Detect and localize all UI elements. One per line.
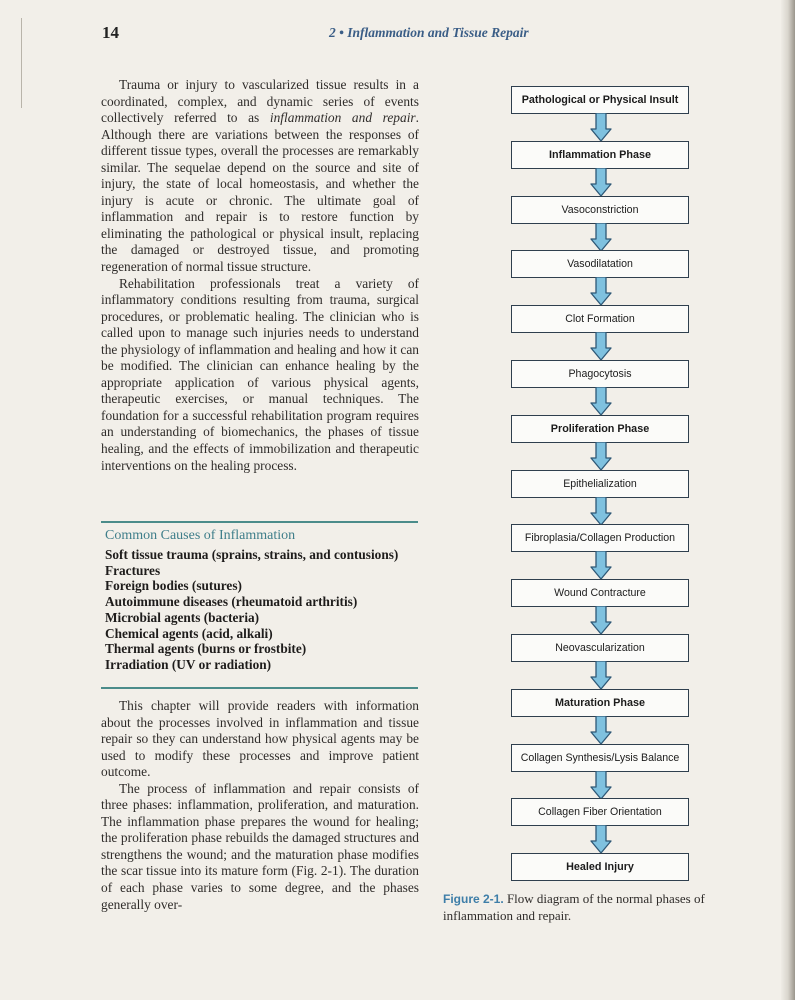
margin-mark <box>21 18 22 108</box>
causes-box <box>101 521 418 689</box>
list-item: Irradiation (UV or radiation) <box>105 656 272 672</box>
flow-step-8 <box>511 470 689 498</box>
down-arrow-icon <box>590 606 612 636</box>
list-item: Thermal agents (burns or frostbite) <box>105 641 307 657</box>
flow-step-7 <box>511 415 689 443</box>
flow-step-10 <box>511 579 689 607</box>
flow-step-6 <box>511 360 689 388</box>
closing-paragraph-1: This chapter will provide readers with information about the processes involved in inflammation and tissue repair so they can understand how physical agents may be used to modify these processes and improve patient outcome. <box>101 698 419 780</box>
flow-step-label: Vasoconstriction <box>561 203 639 216</box>
flow-step-label: Vasodilatation <box>567 258 633 271</box>
down-arrow-icon <box>590 661 612 691</box>
list-item: Foreign bodies (sutures) <box>105 578 242 594</box>
flow-step-label: Epithelialization <box>563 477 637 490</box>
flow-step-label: Inflammation Phase <box>549 148 651 161</box>
down-arrow-icon <box>590 387 612 417</box>
box-top-rule <box>101 521 418 523</box>
down-arrow-icon <box>590 168 612 198</box>
flow-step-9 <box>511 524 689 552</box>
down-arrow-icon <box>590 113 612 143</box>
running-head: 2 • Inflammation and Tissue Repair <box>329 25 529 40</box>
closing-text <box>101 698 419 913</box>
figure-caption-text: Flow diagram of the normal phases of inflammation and repair. <box>443 891 705 923</box>
flow-step-label: Healed Injury <box>566 861 634 874</box>
flow-step-label: Collagen Fiber Orientation <box>538 806 662 819</box>
flow-step-2 <box>511 141 689 169</box>
down-arrow-icon <box>590 277 612 307</box>
down-arrow-icon <box>590 771 612 801</box>
down-arrow-icon <box>590 223 612 253</box>
list-item: Autoimmune diseases (rheumatoid arthritis) <box>105 594 358 610</box>
closing-paragraph-2: The process of inflammation and repair consists of three phases: inflammation, proliferation, and maturation. The inflammation phase prepares the wound for healing; the proliferation phase rebuilds the damaged structures and strengthens the wound; and the maturation phase modifies the scar tissue into its mature form (Fig. 2-1). The duration of each phase varies to some degree, and the phases generally over- <box>101 780 419 912</box>
flow-step-5 <box>511 305 689 333</box>
intro-text <box>101 77 419 474</box>
flow-step-label: Collagen Synthesis/Lysis Balance <box>520 751 680 764</box>
down-arrow-icon <box>590 497 612 527</box>
emphasized-term: inflammation and repair <box>269 110 416 126</box>
flow-step-15 <box>511 853 689 881</box>
flow-step-label: Wound Contracture <box>554 587 646 600</box>
down-arrow-icon <box>590 825 612 855</box>
box-bottom-rule <box>101 687 418 689</box>
flow-step-label: Clot Formation <box>565 313 635 326</box>
list-item: Soft tissue trauma (sprains, strains, and contusions) <box>105 547 399 562</box>
flow-step-label: Pathological or Physical Insult <box>521 94 679 106</box>
flow-step-label: Neovascularization <box>555 642 645 654</box>
book-binding-shadow <box>781 0 795 1000</box>
figure-caption <box>443 891 763 924</box>
page-number: 14 <box>102 23 119 42</box>
down-arrow-icon <box>590 551 612 581</box>
causes-list <box>101 547 418 673</box>
down-arrow-icon <box>590 332 612 362</box>
flow-step-4 <box>511 250 689 278</box>
flow-step-14 <box>511 798 689 826</box>
flow-step-1 <box>511 86 689 114</box>
list-item: Chemical agents (acid, alkali) <box>105 625 273 641</box>
intro-paragraph-2: Rehabilitation professionals treat a variety of inflammatory conditions resulting from trauma, surgical procedures, or problematic healing. The clinician who is called upon to manage such injuries needs to understand the physiology of inflammation and healing and how it can be modified. The clinician can enhance healing by the appropriate application of various physical agents, therapeutic exercises, or manual techniques. The foundation for a successful rehabilitation program requires an understanding of biomechanics, the phases of tissue healing, and the effects of immobilization and therapeutic interventions on the healing process. <box>101 275 419 473</box>
intro-p1-text: Trauma or injury to vascularized tissue results in a coordinated, complex, and dynamic series of events collectively referred to as inflammation and repair. Although there are variations between the responses of different tissue types, overall the processes are remarkably similar. The sequelae depend on the source and site of injury, the state of local homeostasis, and whether the injury is acute or chronic. The ultimate goal of inflammation and repair is to restore function by eliminating the pathological or physical insult, replacing the damaged or destroyed tissue, and promoting regeneration of normal tissue structure. <box>101 77 419 275</box>
down-arrow-icon <box>590 442 612 472</box>
list-item: Microbial agents (bacteria) <box>105 609 260 625</box>
down-arrow-icon <box>590 716 612 746</box>
flow-step-3 <box>511 196 689 224</box>
list-item: Fractures <box>105 562 161 578</box>
flow-step-label: Maturation Phase <box>555 696 645 709</box>
figure-label: Figure 2-1. <box>443 892 504 906</box>
box-title: Common Causes of Inflammation <box>105 528 296 543</box>
flow-step-label: Phagocytosis <box>568 368 632 380</box>
intro-paragraph-1 <box>101 77 419 276</box>
flow-step-13 <box>511 744 689 772</box>
flow-step-label: Fibroplasia/Collagen Production <box>524 532 676 545</box>
flow-step-label: Proliferation Phase <box>550 422 650 435</box>
flow-step-11 <box>511 634 689 662</box>
flow-step-12 <box>511 689 689 717</box>
